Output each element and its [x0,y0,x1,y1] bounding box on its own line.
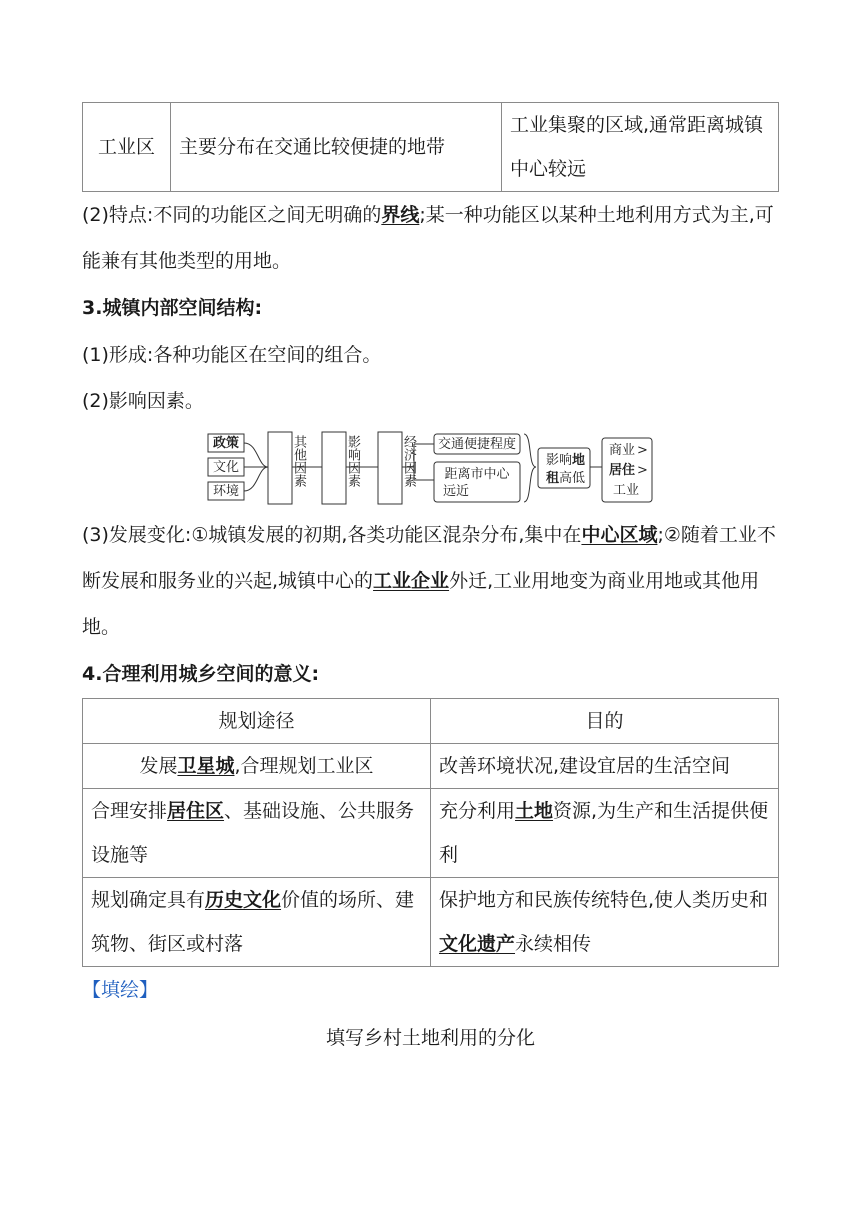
section-3-factors: (2)影响因素。 [82,390,204,412]
factor-environment: 环境 [212,484,240,499]
table-row [83,103,779,192]
approach-cell: 规划确定具有历史文化价值的场所、建筑物、街区或村落 [83,878,431,967]
functional-zone-table [82,102,779,192]
factor-culture: 文化 [212,460,240,475]
table-header-row [83,699,779,744]
factors-diagram [206,430,656,508]
header-approach: 规划途径 [83,699,431,744]
keyword-central-area: 中心区域 [581,524,658,546]
fill-label: 【填绘】 [82,979,159,1001]
point-2-features: (2)特点:不同的功能区之间无明确的界线;某一种功能区以某种土地利用方式为主,可能兼有其他类型的用地。 [82,204,774,272]
col-other-factors: 其他因素 [254,435,306,450]
factor-policy: 政策 [212,436,240,451]
keyword-residential-area: 居住区 [167,800,225,822]
approach-cell: 合理安排居住区、基础设施、公共服务设施等 [83,789,431,878]
keyword-cultural-heritage: 文化遗产 [439,933,516,955]
fill-caption: 填写乡村土地利用的分化 [325,1027,535,1049]
planning-table [82,698,779,967]
branch-transport: 交通便捷程度 [437,437,517,452]
zone-distribution-cell: 主要分布在交通比较便捷的地带 [171,103,502,192]
keyword-land: 土地 [515,800,554,822]
approach-cell: 发展卫星城,合理规划工业区 [83,744,431,789]
out-industry: 工业 [613,483,640,498]
header-purpose: 目的 [431,699,779,744]
keyword-boundary: 界线 [381,204,420,226]
table-row [83,789,779,878]
out-residential: 居住 > [609,463,648,478]
section-3-formation: (1)形成:各种功能区在空间的组合。 [82,344,382,366]
keyword-industrial-enterprise: 工业企业 [373,570,450,592]
section-4-heading: 4.合理利用城乡空间的意义: [82,663,320,685]
result-line-1: 影响地 [546,453,586,468]
purpose-cell: 改善环境状况,建设宜居的生活空间 [431,744,779,789]
col-economic-factors: 经济因素 [364,435,416,450]
out-commerce: 商业 > [609,443,648,458]
document-page [82,102,779,1061]
branch-distance-l1: 距离市中心 [444,467,510,482]
table-row [83,878,779,967]
purpose-cell: 保护地方和民族传统特色,使人类历史和文化遗产永续相传 [431,878,779,967]
branch-distance-l2: 远近 [442,484,470,499]
keyword-satellite-city: 卫星城 [177,755,235,777]
col-influence-factors: 影响因素 [308,435,360,450]
keyword-history-culture: 历史文化 [205,889,282,911]
section-3-development: (3)发展变化:①城镇发展的初期,各类功能区混杂分布,集中在中心区域;②随着工业不断发展和服务业的兴起,城镇中心的工业企业外迁,工业用地变为商业用地或其他用地。 [82,524,776,638]
table-row [83,744,779,789]
purpose-cell: 充分利用土地资源,为生产和生活提供便利 [431,789,779,878]
zone-name-cell: 工业区 [83,103,171,192]
zone-feature-cell: 工业集聚的区域,通常距离城镇中心较远 [502,103,779,192]
result-line-2: 租高低 [546,471,586,486]
section-3-heading: 3.城镇内部空间结构: [82,297,263,319]
